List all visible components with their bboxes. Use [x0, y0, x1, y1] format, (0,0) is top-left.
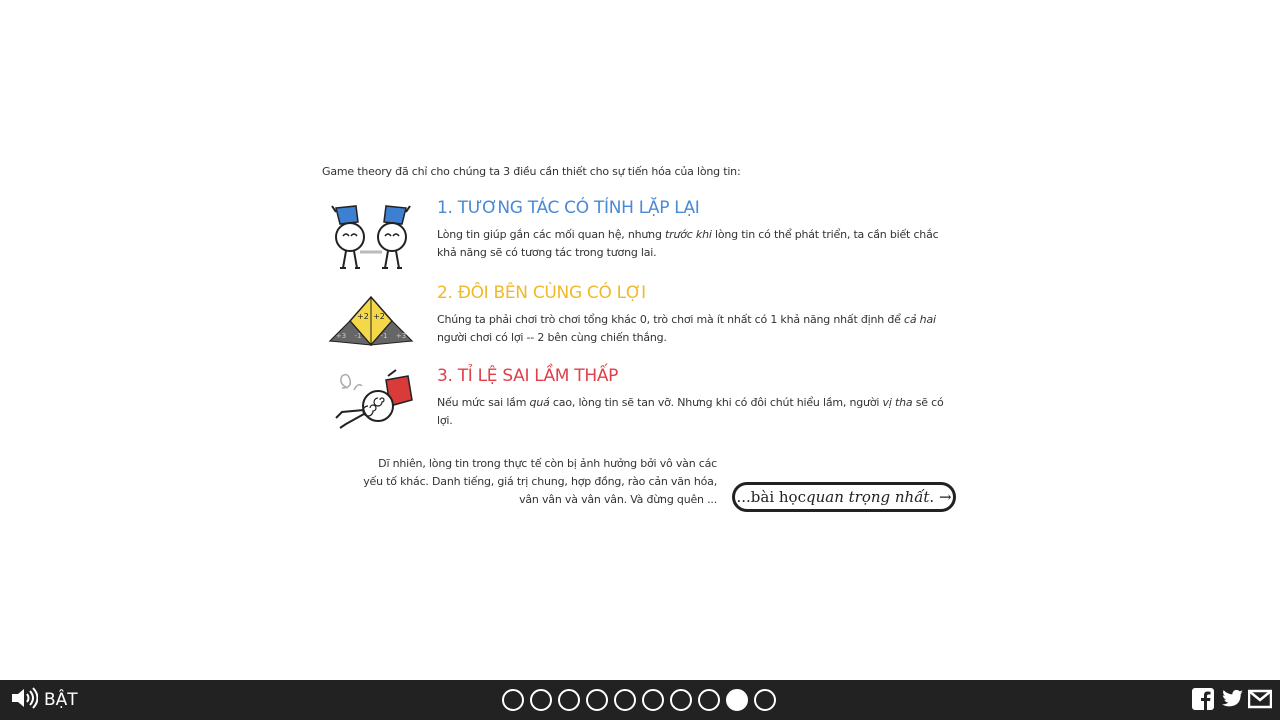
dizzy-player-icon [326, 366, 416, 441]
chapter-dot-6[interactable] [642, 689, 664, 711]
two-players-icon [326, 200, 416, 275]
payoff-label: +2 [373, 312, 385, 321]
lesson-title: 1. TƯƠNG TÁC CÓ TÍNH LẶP LẠI [437, 198, 700, 218]
chapter-navigation [502, 689, 776, 713]
twitter-icon[interactable] [1220, 688, 1242, 710]
payoff-label: +3 [395, 332, 407, 340]
lesson-description: Chúng ta phải chơi trò chơi tổng khác 0, trò chơi mà ít nhất có 1 khả năng nhất định để cả hai người chơi có lợi -- 2 bên cùng chiến thắng. [437, 313, 936, 344]
chapter-dot-4[interactable] [586, 689, 608, 711]
speaker-icon [10, 686, 38, 715]
next-button-emphasis: quan trọng nhất [805, 488, 930, 506]
payoff-label: +3 [335, 332, 347, 340]
chapter-dot-9[interactable] [726, 689, 748, 711]
chapter-dot-2[interactable] [530, 689, 552, 711]
sound-label: BẬT [44, 690, 78, 710]
chapter-dot-5[interactable] [614, 689, 636, 711]
chapter-dot-3[interactable] [558, 689, 580, 711]
slide-content [322, 0, 962, 680]
closing-text: Dĩ nhiên, lòng tin trong thực tế còn bị ảnh hưởng bởi vô vàn các yếu tố khác. Danh tiếng, giá trị chung, hợp đồng, rào cản văn hóa, vân vân và vân vân. Và đừng quên ... [363, 457, 717, 506]
footer-bar [0, 680, 1280, 720]
next-lesson-button[interactable] [732, 482, 956, 512]
lesson-description: Nếu mức sai lầm quá cao, lòng tin sẽ tan vỡ. Nhưng khi có đôi chút hiểu lầm, người vị tha sẽ có lợi. [437, 396, 944, 427]
next-button-suffix: . → [929, 488, 952, 506]
next-button-prefix: ...bài học [736, 488, 806, 506]
payoff-label: -1 [380, 332, 388, 340]
share-links [1192, 688, 1270, 710]
payoff-label: -1 [354, 332, 362, 340]
payoff-label: +2 [357, 312, 369, 321]
lesson-title: 3. TỈ LỆ SAI LẦM THẤP [437, 366, 619, 386]
chapter-dot-8[interactable] [698, 689, 720, 711]
sound-toggle[interactable] [10, 688, 78, 712]
email-icon[interactable] [1248, 688, 1270, 710]
chapter-dot-1[interactable] [502, 689, 524, 711]
lesson-title: 2. ĐÔI BÊN CÙNG CÓ LỢI [437, 283, 646, 303]
facebook-icon[interactable] [1192, 688, 1214, 710]
chapter-dot-7[interactable] [670, 689, 692, 711]
intro-text: Game theory đã chỉ cho chúng ta 3 điều cần thiết cho sự tiến hóa của lòng tin: [322, 165, 741, 178]
lesson-description: Lòng tin giúp gắn các mối quan hệ, nhưng trước khi lòng tin có thể phát triển, ta cần biết chắc khả năng sẽ có tương tác trong tương lai. [437, 228, 939, 259]
chapter-dot-10[interactable] [754, 689, 776, 711]
payoff-matrix-icon [326, 289, 416, 364]
